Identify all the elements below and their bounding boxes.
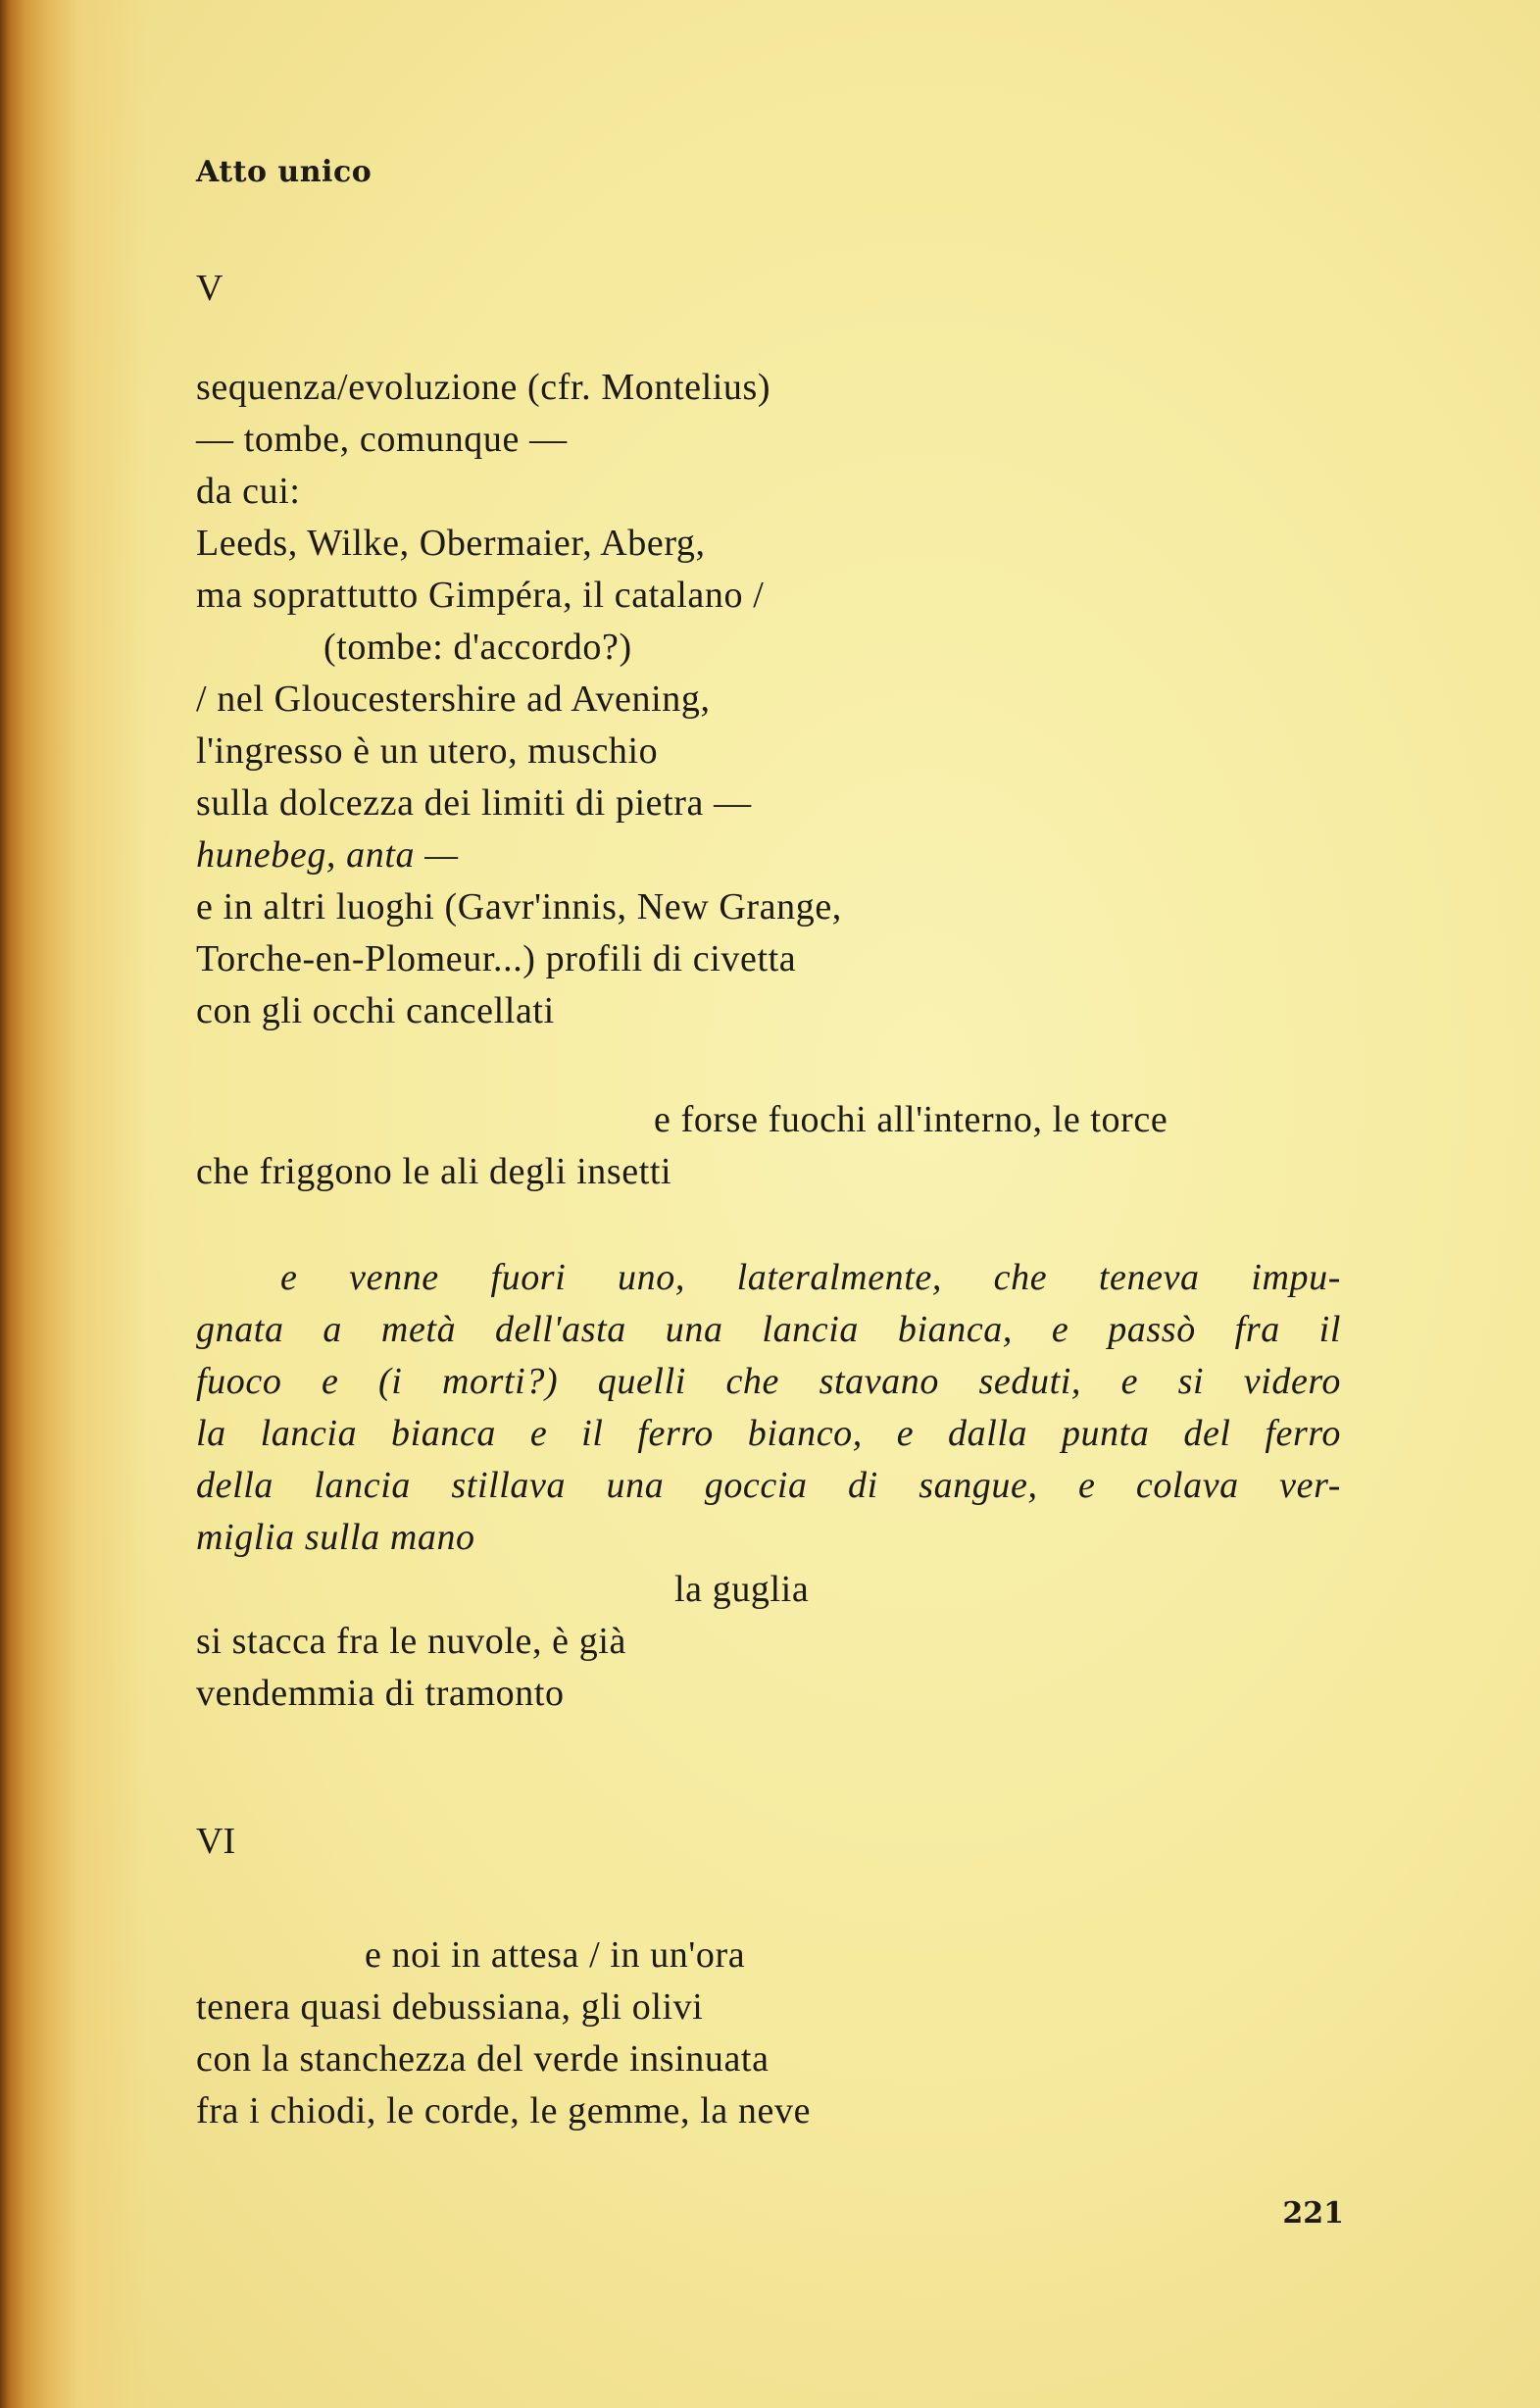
- italic-prose-block: [196, 1252, 1341, 1564]
- verse-line: Leeds, Wilke, Obermaier, Aberg,: [196, 523, 706, 564]
- verse-line: con la stanchezza del verde insinuata: [196, 2038, 770, 2080]
- verse-line: vendemmia di tramonto: [196, 1673, 565, 1714]
- verse-line: (tombe: d'accordo?): [323, 627, 632, 668]
- verse-line: che friggono le ali degli insetti: [196, 1151, 672, 1192]
- prose-line: miglia sulla mano: [196, 1517, 475, 1558]
- verse-line: ma soprattutto Gimpéra, il catalano /: [196, 575, 765, 616]
- verse-line: / nel Gloucestershire ad Avening,: [196, 678, 711, 720]
- verse-line: — tombe, comunque —: [196, 419, 568, 460]
- prose-line: fuoco e (i morti?) quelli che stavano seduti, e si videro: [196, 1361, 1341, 1402]
- section-numeral-v: V: [196, 268, 224, 309]
- verse-line: la guglia: [674, 1569, 810, 1610]
- page-number: 221: [1282, 2196, 1344, 2231]
- section-numeral-vi: VI: [196, 1821, 236, 1862]
- verse-line: tenera quasi debussiana, gli olivi: [196, 1986, 704, 2028]
- verse-line: Torche-en-Plomeur...) profili di civetta: [196, 938, 797, 979]
- verse-line: con gli occhi cancellati: [196, 990, 555, 1031]
- prose-line: gnata a metà dell'asta una lancia bianca, e passò fra il: [196, 1309, 1341, 1350]
- verse-line: fra i chiodi, le corde, le gemme, la neve: [196, 2090, 812, 2132]
- verse-line: sulla dolcezza dei limiti di pietra —: [196, 782, 752, 824]
- verse-line: e in altri luoghi (Gavr'innis, New Grange,: [196, 886, 842, 928]
- prose-line: la lancia bianca e il ferro bianco, e dalla punta del ferro: [196, 1413, 1341, 1454]
- prose-line: della lancia stillava una goccia di sangue, e colava ver-: [196, 1465, 1341, 1506]
- verse-line: e forse fuochi all'interno, le torce: [654, 1099, 1168, 1140]
- verse-line: da cui:: [196, 471, 301, 512]
- verse-line: l'ingresso è un utero, muschio: [196, 730, 659, 772]
- verse-line: sequenza/evoluzione (cfr. Montelius): [196, 367, 771, 408]
- verse-line: e noi in attesa / in un'ora: [365, 1934, 746, 1976]
- running-head: Atto unico: [196, 155, 373, 189]
- verse-line: si stacca fra le nuvole, è già: [196, 1621, 626, 1662]
- prose-line: e venne fuori uno, lateralmente, che teneva impu-: [280, 1257, 1341, 1298]
- verse-line-italic: hunebeg, anta —: [196, 834, 459, 876]
